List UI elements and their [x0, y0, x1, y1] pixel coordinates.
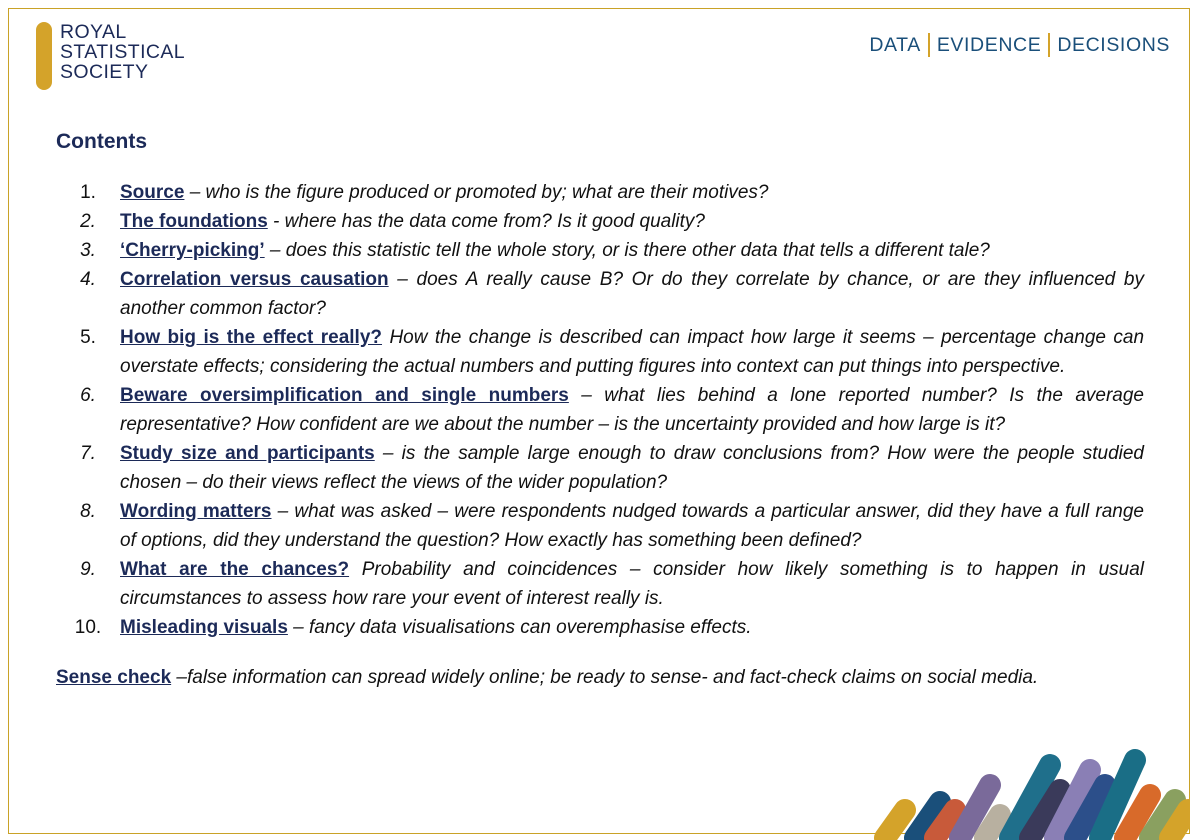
item-link-cherry-picking[interactable]: ‘Cherry-picking’ [120, 240, 265, 261]
logo-bar-icon [36, 22, 52, 90]
contents-item [56, 265, 1144, 323]
item-description: – is the sample large enough to draw conclusions from? How were the people studied chosen – do their views reflect the views of the wider population? [120, 443, 1144, 493]
item-link-wording[interactable]: Wording matters [120, 501, 272, 522]
item-link-visuals[interactable]: Misleading visuals [120, 617, 288, 638]
item-link-chances[interactable]: What are the chances? [120, 559, 350, 580]
item-description: - where has the data come from? Is it good quality? [267, 211, 705, 232]
header [0, 0, 1200, 110]
item-link-correlation[interactable]: Correlation versus causation [120, 269, 389, 290]
logo-line-2: STATISTICAL [60, 41, 186, 63]
tagline-separator [928, 33, 930, 57]
item-number: 8. [80, 501, 96, 522]
item-number: 5. [80, 327, 96, 348]
item-link-source[interactable]: Source [120, 182, 185, 203]
item-number: 7. [80, 443, 96, 464]
item-number: 6. [80, 385, 96, 406]
item-description: – fancy data visualisations can overemphasise effects. [287, 617, 752, 638]
item-link-effect-size[interactable]: How big is the effect really? [120, 327, 383, 348]
item-number: 10. [74, 617, 102, 638]
tagline [869, 33, 1170, 57]
contents-item [56, 555, 1144, 613]
item-number: 4. [80, 269, 96, 290]
item-description: – does A really cause B? Or do they correlate by chance, or are they influenced by another common factor? [120, 269, 1144, 319]
contents-item [56, 439, 1144, 497]
item-number: 3. [80, 240, 96, 261]
sense-check-link[interactable]: Sense check [56, 667, 172, 688]
sense-check-text: –false information can spread widely online; be ready to sense- and fact-check claims on social media. [171, 667, 1039, 688]
item-number: 1. [80, 182, 96, 203]
contents-item [56, 613, 1144, 642]
contents-list [56, 178, 1144, 642]
item-link-foundations[interactable]: The foundations [120, 211, 268, 232]
contents-item [56, 497, 1144, 555]
tagline-evidence: EVIDENCE [936, 33, 1042, 56]
contents-item [56, 178, 1144, 207]
item-description: Probability and coincidences – consider how likely something is to happen in usual circumstances to assess how rare your event of interest really is. [120, 559, 1145, 609]
item-description: How the change is described can impact how large it seems – percentage change can overstate effects; considering the actual numbers and putting figures into context can put things into perspective. [120, 327, 1145, 377]
logo-line-1: ROYAL [60, 21, 127, 43]
tagline-decisions: DECISIONS [1057, 33, 1170, 56]
logo-line-3: SOCIETY [60, 61, 149, 83]
item-description: – what lies behind a lone reported number? Is the average representative? How confident are we about the number – is the uncertainty provided and how large is it? [120, 385, 1144, 435]
tagline-separator [1048, 33, 1050, 57]
contents-heading: Contents [56, 130, 147, 153]
contents-item [56, 381, 1144, 439]
logo-text [60, 22, 185, 82]
item-description: – what was asked – were respondents nudged towards a particular answer, did they have a full range of options, did they understand the question? How exactly has something been defined? [120, 501, 1144, 551]
sense-check [56, 663, 1144, 692]
item-link-oversimplification[interactable]: Beware oversimplification and single numbers [120, 385, 569, 406]
contents-item [56, 207, 1144, 236]
decorative-stripes-icon [860, 730, 1190, 840]
rss-logo [36, 22, 185, 90]
item-description: – who is the figure produced or promoted by; what are their motives? [184, 182, 769, 203]
contents-item [56, 323, 1144, 381]
tagline-data: DATA [869, 33, 921, 56]
item-link-study-size[interactable]: Study size and participants [120, 443, 375, 464]
contents-item [56, 236, 1144, 265]
item-number: 9. [80, 559, 96, 580]
item-description: – does this statistic tell the whole story, or is there other data that tells a different tale? [264, 240, 990, 261]
item-number: 2. [80, 211, 96, 232]
